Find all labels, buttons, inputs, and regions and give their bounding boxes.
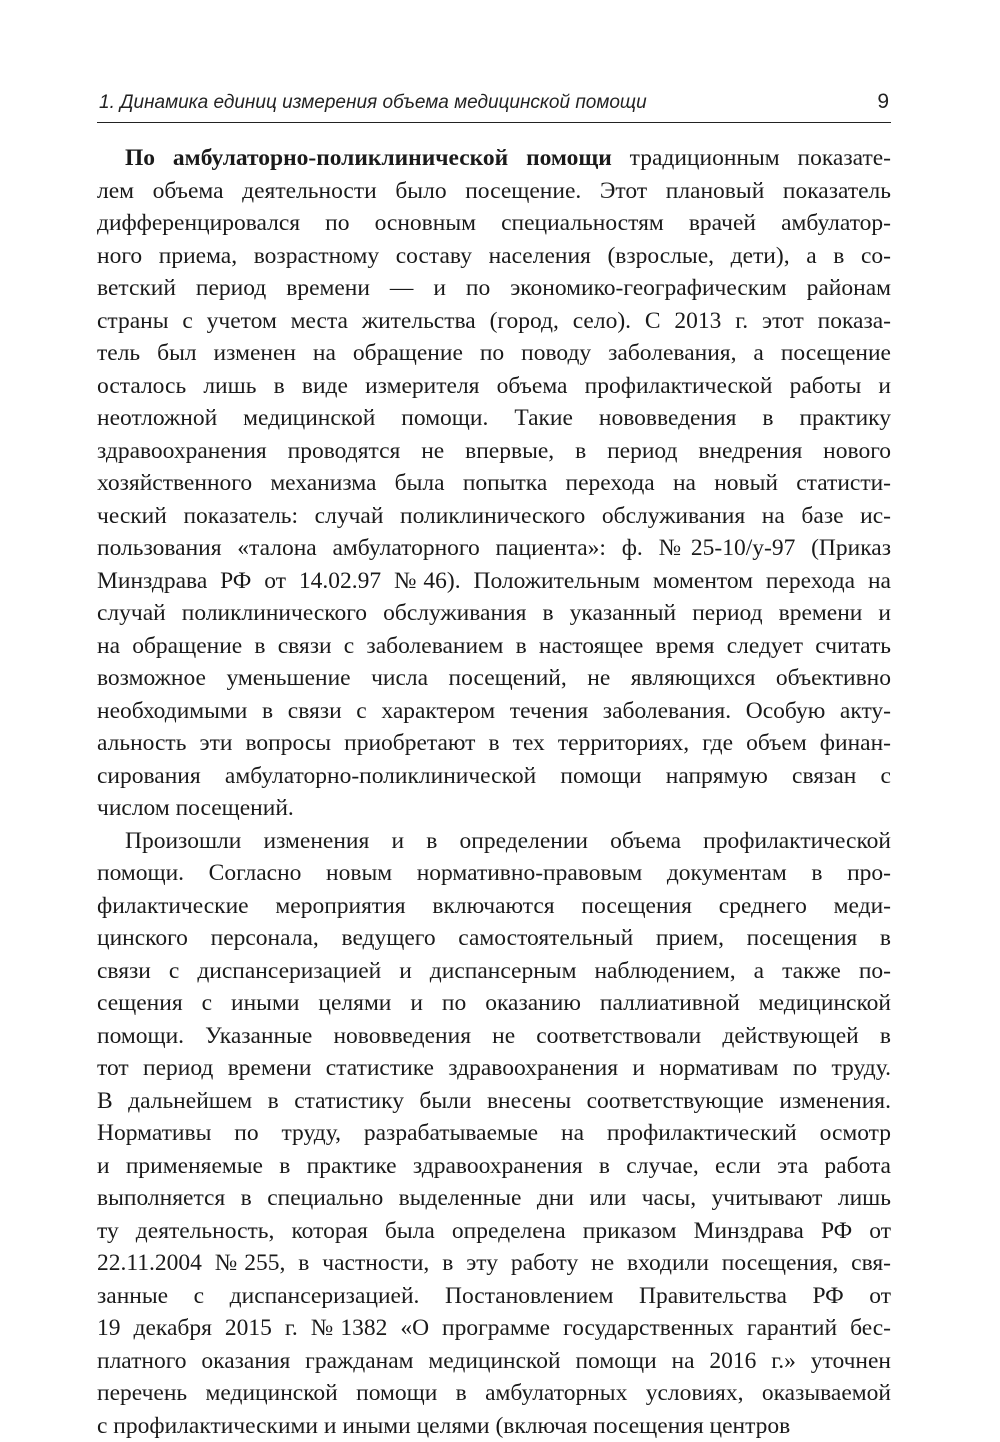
body-text [97,142,891,1442]
bold-lead-phrase: По амбулаторно-поликлинической помощи [125,145,612,171]
text-line: 22.11.2004 №255, в частности, в эту работу не входили посещения, свя- [97,1247,891,1280]
text-line: связи с диспансеризацией и диспансерным наблюдением, а также по- [97,955,891,988]
text-line: дифференцировался по основным специальностям врачей амбулатор- [97,207,891,240]
text-line: Нормативы по труду, разрабатываемые на профилактический осмотр [97,1117,891,1150]
text-line: занные с диспансеризацией. Постановлением Правительства РФ от [97,1280,891,1313]
text-line: на обращение в связи с заболеванием в настоящее время следует считать [97,630,891,663]
text-line: сирования амбулаторно-поликлинической помощи напрямую связан с [97,760,891,793]
text-line: случай поликлинического обслуживания в указанный период времени и [97,597,891,630]
text-line: ту деятельность, которая была определена приказом Минздрава РФ от [97,1215,891,1248]
text-line: пользования «талона амбулаторного пациента»: ф. №25-10/у-97 (Приказ [97,532,891,565]
text-line: ветский период времени — и по экономико-географическим районам [97,272,891,305]
text-line: числом посещений. [97,792,891,825]
text-line: помощи. Указанные нововведения не соответствовали действующей в [97,1020,891,1053]
running-header [97,90,891,123]
paragraph-ambulatory-care [97,142,891,825]
text-line: выполняется в специально выделенные дни или часы, учитывают лишь [97,1182,891,1215]
text-line: хозяйственного механизма была попытка перехода на новый статисти- [97,467,891,500]
text-line: страны с учетом места жительства (город, село). С 2013 г. этот показа- [97,305,891,338]
text-line: здравоохранения проводятся не впервые, в период внедрения нового [97,435,891,468]
text-line: ного приема, возрастному составу населения (взрослые, дети), а в со- [97,240,891,273]
text-line: помощи. Согласно новым нормативно-правовым документам в про- [97,857,891,890]
text-line: филактические мероприятия включаются посещения среднего меди- [97,890,891,923]
text-line: альность эти вопросы приобретают в тех территориях, где объем финан- [97,727,891,760]
text-line: неотложной медицинской помощи. Такие нововведения в практику [97,402,891,435]
text-line: осталось лишь в виде измерителя объема профилактической работы и [97,370,891,403]
text-line: лем объема деятельности было посещение. Этот плановый показатель [97,175,891,208]
text-line: сещения с иными целями и по оказанию паллиативной медицинской [97,987,891,1020]
text-line: перечень медицинской помощи в амбулаторных условиях, оказываемой [97,1377,891,1410]
text-line: с профилактическими и иными целями (включая посещения центров [97,1410,891,1442]
running-title: 1. Динамика единиц измерения объема медицинской помощи [99,92,647,114]
text-line: возможное уменьшение числа посещений, не являющихся объективно [97,662,891,695]
text-line: В дальнейшем в статистику были внесены соответствующие изменения. [97,1085,891,1118]
text-line: ческий показатель: случай поликлинического обслуживания на базе ис- [97,500,891,533]
text-line: платного оказания гражданам медицинской помощи на 2016 г.» уточнен [97,1345,891,1378]
text-line [97,142,891,175]
text-line: тот период времени статистике здравоохранения и нормативам по труду. [97,1052,891,1085]
text-fragment: традиционным показате- [612,145,891,171]
text-line: 19 декабря 2015 г. №1382 «О программе государственных гарантий бес- [97,1312,891,1345]
text-line: и применяемые в практике здравоохранения в случае, если эта работа [97,1150,891,1183]
text-line: тель был изменен на обращение по поводу заболевания, а посещение [97,337,891,370]
text-line: цинского персонала, ведущего самостоятельный прием, посещения в [97,922,891,955]
page-number: 9 [877,90,889,114]
text-line: необходимыми в связи с характером течения заболевания. Особую акту- [97,695,891,728]
paragraph-preventive-care [97,825,891,1442]
text-line: Минздрава РФ от 14.02.97 №46). Положительным моментом перехода на [97,565,891,598]
text-line: Произошли изменения и в определении объема профилактической [97,825,891,858]
